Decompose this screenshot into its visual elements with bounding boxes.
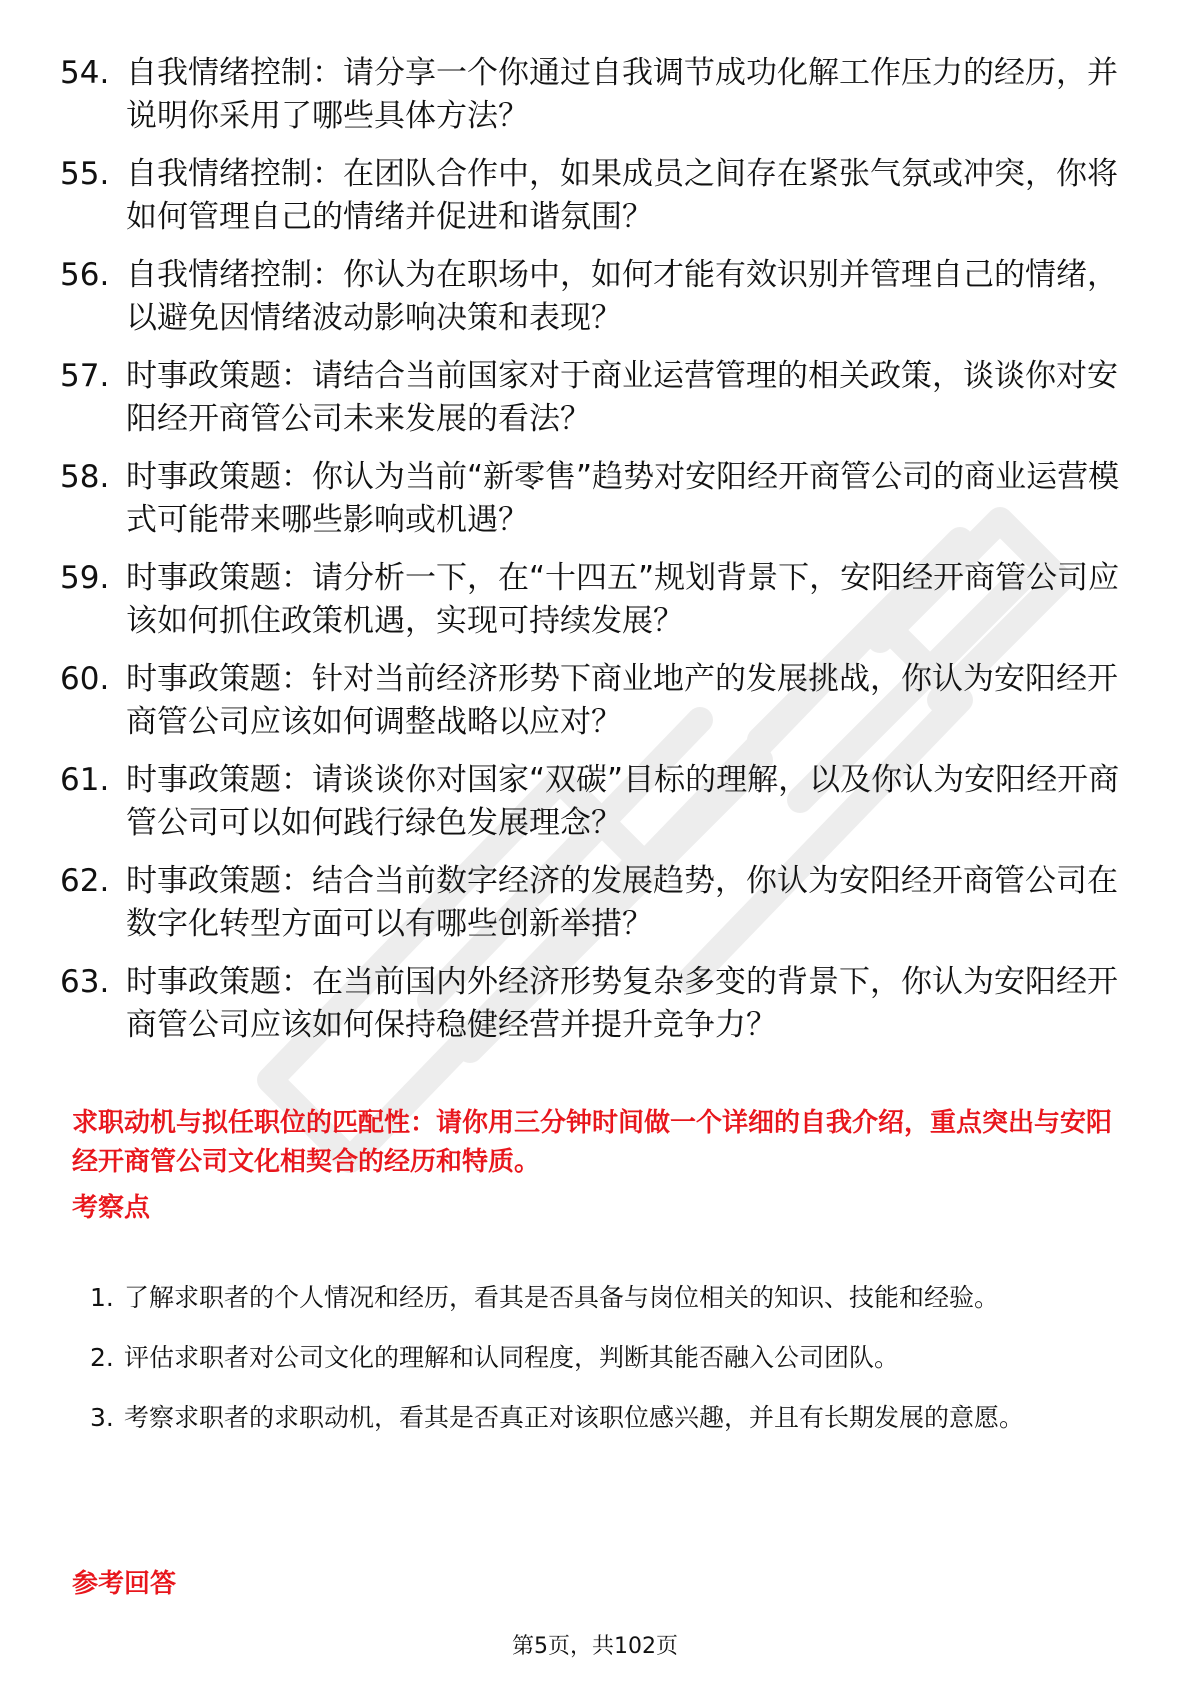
question-item: [60, 153, 1130, 239]
question-item: [60, 355, 1130, 441]
question-number: 60.: [60, 661, 110, 697]
exam-point-number: 1.: [90, 1283, 114, 1312]
exam-point-text: 考察求职者的求职动机，看其是否真正对该职位感兴趣，并且有长期发展的意愿。: [124, 1403, 1025, 1432]
question-text: 时事政策题：请结合当前国家对于商业运营管理的相关政策，谈谈你对安阳经开商管公司未来发展的看法？: [126, 358, 1118, 437]
question-text: 时事政策题：在当前国内外经济形势复杂多变的背景下，你认为安阳经开商管公司应该如何保持稳健经营并提升竞争力？: [126, 964, 1118, 1043]
question-item: [60, 961, 1130, 1047]
question-item: [60, 658, 1130, 744]
exam-points-list: [90, 1268, 1130, 1448]
question-number: 56.: [60, 257, 110, 293]
exam-points-heading: 考察点: [72, 1193, 151, 1223]
question-text: 时事政策题：针对当前经济形势下商业地产的发展挑战，你认为安阳经开商管公司应该如何调整战略以应对？: [126, 661, 1118, 740]
question-item: [60, 759, 1130, 845]
exam-point-item: [90, 1268, 1130, 1328]
exam-point-number: 2.: [90, 1343, 114, 1372]
question-text: 时事政策题：结合当前数字经济的发展趋势，你认为安阳经开商管公司在数字化转型方面可以有哪些创新举措？: [126, 863, 1118, 942]
question-number: 59.: [60, 560, 110, 596]
exam-point-item: [90, 1388, 1130, 1448]
question-item: [60, 860, 1130, 946]
question-number: 57.: [60, 358, 110, 394]
question-list: [60, 52, 1130, 1062]
question-number: 62.: [60, 863, 110, 899]
exam-point-number: 3.: [90, 1403, 114, 1432]
question-item: [60, 456, 1130, 542]
question-item: [60, 254, 1130, 340]
question-text: 时事政策题：你认为当前“新零售”趋势对安阳经开商管公司的商业运营模式可能带来哪些影响或机遇？: [126, 459, 1120, 538]
question-number: 54.: [60, 55, 110, 91]
question-text: 自我情绪控制：在团队合作中，如果成员之间存在紧张气氛或冲突，你将如何管理自己的情绪并促进和谐氛围？: [126, 156, 1118, 235]
exam-point-item: [90, 1328, 1130, 1388]
question-text: 时事政策题：请谈谈你对国家“双碳”目标的理解，以及你认为安阳经开商管公司可以如何践行绿色发展理念？: [126, 762, 1120, 841]
question-number: 61.: [60, 762, 110, 798]
page-footer: 第5页，共102页: [512, 1634, 678, 1659]
question-text: 自我情绪控制：你认为在职场中，如何才能有效识别并管理自己的情绪，以避免因情绪波动影响决策和表现？: [126, 257, 1118, 336]
exam-point-text: 了解求职者的个人情况和经历，看其是否具备与岗位相关的知识、技能和经验。: [124, 1283, 1000, 1312]
question-number: 58.: [60, 459, 110, 495]
question-item: [60, 557, 1130, 643]
question-number: 63.: [60, 964, 110, 1000]
question-number: 55.: [60, 156, 110, 192]
reference-answer-heading: 参考回答: [72, 1569, 177, 1599]
question-text: 时事政策题：请分析一下，在“十四五”规划背景下，安阳经开商管公司应该如何抓住政策机遇，实现可持续发展？: [126, 560, 1120, 639]
exam-point-text: 评估求职者对公司文化的理解和认同程度，判断其能否融入公司团队。: [124, 1343, 900, 1372]
question-text: 自我情绪控制：请分享一个你通过自我调节成功化解工作压力的经历，并说明你采用了哪些具体方法？: [126, 55, 1118, 134]
featured-question: 求职动机与拟任职位的匹配性：请你用三分钟时间做一个详细的自我介绍，重点突出与安阳经开商管公司文化相契合的经历和特质。: [72, 1108, 1113, 1177]
question-item: [60, 52, 1130, 138]
